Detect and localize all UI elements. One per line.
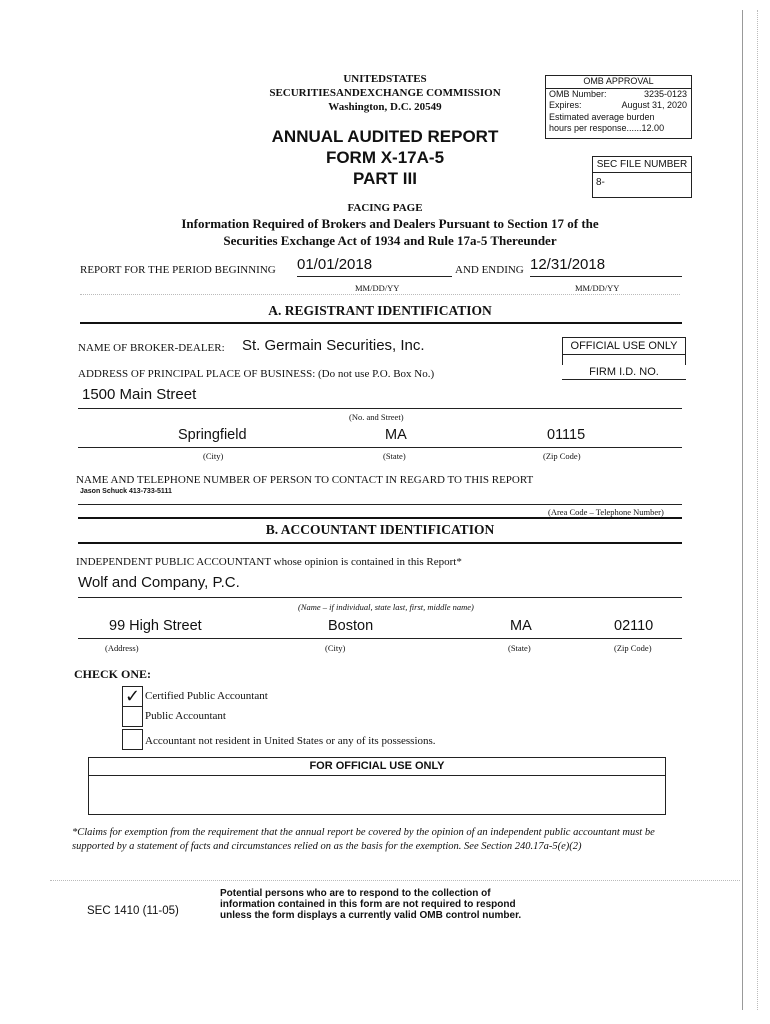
omb-number-label: OMB Number: xyxy=(549,88,607,99)
report-title-line-2: FORM X-17A-5 xyxy=(325,148,445,167)
omb-expires-label: Expires: xyxy=(549,100,582,110)
official-use-space xyxy=(562,355,686,365)
firm-id-label: FIRM I.D. NO. xyxy=(562,365,686,380)
exemption-footnote: *Claims for exemption from the requirement that the annual report be covered by the opinion of an independent public accountant must be supported by a statement of facts and circumstances relied on as the basis for the exemption. See Section 240.17a-5(e)(2) xyxy=(72,827,655,852)
street-value[interactable]: 1500 Main Street xyxy=(82,386,197,403)
sec-form-id: SEC 1410 (11-05) xyxy=(87,905,179,917)
contact-person-label: NAME AND TELEPHONE NUMBER OF PERSON TO CONTACT IN REGARD TO THIS REPORT xyxy=(76,474,534,486)
period-format-end: MM/DD/YY xyxy=(575,283,620,293)
accountant-state-caption: (State) xyxy=(508,643,531,653)
omb-notice-line-1: Potential persons who are to respond to the collection of xyxy=(220,888,491,899)
accountant-state-value[interactable]: MA xyxy=(510,618,532,634)
registrant-state-caption: (State) xyxy=(383,451,406,461)
registrant-zip-value[interactable]: 01115 xyxy=(547,427,586,443)
accountant-name-caption: (Name – if individual, state last, first, middle name) xyxy=(298,602,474,612)
omb-notice-line-3: unless the form displays a currently valid OMB control number. xyxy=(220,910,522,921)
registrant-zip-caption: (Zip Code) xyxy=(543,451,581,461)
contact-underline xyxy=(78,504,682,505)
period-end-underline xyxy=(530,276,682,277)
omb-title: OMB APPROVAL xyxy=(546,76,691,89)
report-title-line-3: PART III xyxy=(353,169,417,188)
omb-notice xyxy=(220,888,521,921)
sec-file-value[interactable]: 8- xyxy=(596,177,605,188)
footer-divider xyxy=(50,880,740,881)
broker-dealer-name-label: NAME OF BROKER-DEALER: xyxy=(78,342,225,354)
period-divider xyxy=(80,294,680,295)
scan-edge-line xyxy=(742,10,743,1010)
agency-header xyxy=(250,72,520,114)
facing-page-description xyxy=(110,215,670,249)
facing-page-title: FACING PAGE xyxy=(347,202,423,214)
omb-burden-line-1: Estimated average burden xyxy=(549,111,655,122)
accountant-zip-caption: (Zip Code) xyxy=(614,643,652,653)
omb-notice-line-2: information contained in this form are not required to respond xyxy=(220,899,516,910)
sec-file-label: SEC FILE NUMBER xyxy=(593,157,691,173)
agency-line-3: Washington, D.C. 20549 xyxy=(328,101,442,113)
principal-address-label: ADDRESS OF PRINCIPAL PLACE OF BUSINESS: (Do not use P.O. Box No.) xyxy=(78,368,435,380)
accountant-address-value[interactable]: 99 High Street xyxy=(109,618,202,634)
accountant-address-caption: (Address) xyxy=(105,643,139,653)
accountant-section-top-rule xyxy=(78,517,682,519)
for-official-use-title: FOR OFFICIAL USE ONLY xyxy=(89,758,665,776)
city-state-zip-underline xyxy=(78,447,682,448)
agency-line-1: UNITEDSTATES xyxy=(343,73,427,85)
official-use-label: OFFICIAL USE ONLY xyxy=(562,337,686,355)
accountant-section-title: B. ACCOUNTANT IDENTIFICATION xyxy=(265,522,495,537)
official-use-box xyxy=(562,337,686,381)
check-one-label: CHECK ONE: xyxy=(74,667,152,681)
registrant-section-rule xyxy=(80,322,682,324)
certified-public-accountant-label: Certified Public Accountant xyxy=(145,690,268,702)
phone-caption: (Area Code – Telephone Number) xyxy=(548,507,664,517)
period-begin-underline xyxy=(297,276,452,277)
accountant-city-value[interactable]: Boston xyxy=(328,618,374,634)
broker-dealer-name-value[interactable]: St. Germain Securities, Inc. xyxy=(242,337,425,354)
omb-expires-value: August 31, 2020 xyxy=(621,100,687,110)
accountant-name-underline xyxy=(78,597,682,598)
report-title-line-1: ANNUAL AUDITED REPORT xyxy=(271,127,499,146)
ipa-label: INDEPENDENT PUBLIC ACCOUNTANT whose opinion is contained in this Report* xyxy=(76,556,462,568)
accountant-name-value[interactable]: Wolf and Company, P.C. xyxy=(78,574,240,591)
facing-line-2: Securities Exchange Act of 1934 and Rule 17a-5 Thereunder xyxy=(223,233,557,248)
facing-line-1: Information Required of Brokers and Dealers Pursuant to Section 17 of the xyxy=(181,216,599,231)
accountant-address-underline xyxy=(78,638,682,639)
sec-file-number-box xyxy=(592,156,692,198)
omb-approval-box xyxy=(545,75,692,139)
omb-number-value: 3235-0123 xyxy=(643,88,687,99)
period-end-value[interactable]: 12/31/2018 xyxy=(530,256,606,273)
public-accountant-checkbox[interactable] xyxy=(122,706,143,727)
accountant-section-rule xyxy=(78,542,682,544)
period-end-label: AND ENDING xyxy=(455,264,524,276)
certified-public-accountant-checkbox[interactable]: ✓ xyxy=(122,686,143,707)
period-format-begin: MM/DD/YY xyxy=(355,283,400,293)
scan-edge-line-faint xyxy=(757,10,758,1010)
period-begin-value[interactable]: 01/01/2018 xyxy=(297,256,373,273)
non-resident-accountant-label: Accountant not resident in United States or any of its possessions. xyxy=(145,735,436,747)
accountant-city-caption: (City) xyxy=(325,643,346,653)
public-accountant-label: Public Accountant xyxy=(145,710,226,722)
report-title xyxy=(250,126,520,189)
registrant-city-caption: (City) xyxy=(203,451,224,461)
period-begin-label: REPORT FOR THE PERIOD BEGINNING xyxy=(80,264,276,276)
non-resident-accountant-checkbox[interactable] xyxy=(122,729,143,750)
street-underline xyxy=(78,408,682,409)
omb-burden-line-2: hours per response......12.00 xyxy=(549,123,665,133)
registrant-state-value[interactable]: MA xyxy=(385,427,407,443)
contact-person-value[interactable]: Jason Schuck 413-733-5111 xyxy=(80,488,172,495)
agency-line-2: SECURITIESANDEXCHANGE COMMISSION xyxy=(269,87,501,99)
street-caption: (No. and Street) xyxy=(349,412,404,422)
accountant-zip-value[interactable]: 02110 xyxy=(614,618,654,634)
registrant-city-value[interactable]: Springfield xyxy=(178,427,247,443)
for-official-use-box xyxy=(88,757,666,815)
registrant-section-title: A. REGISTRANT IDENTIFICATION xyxy=(268,303,492,318)
